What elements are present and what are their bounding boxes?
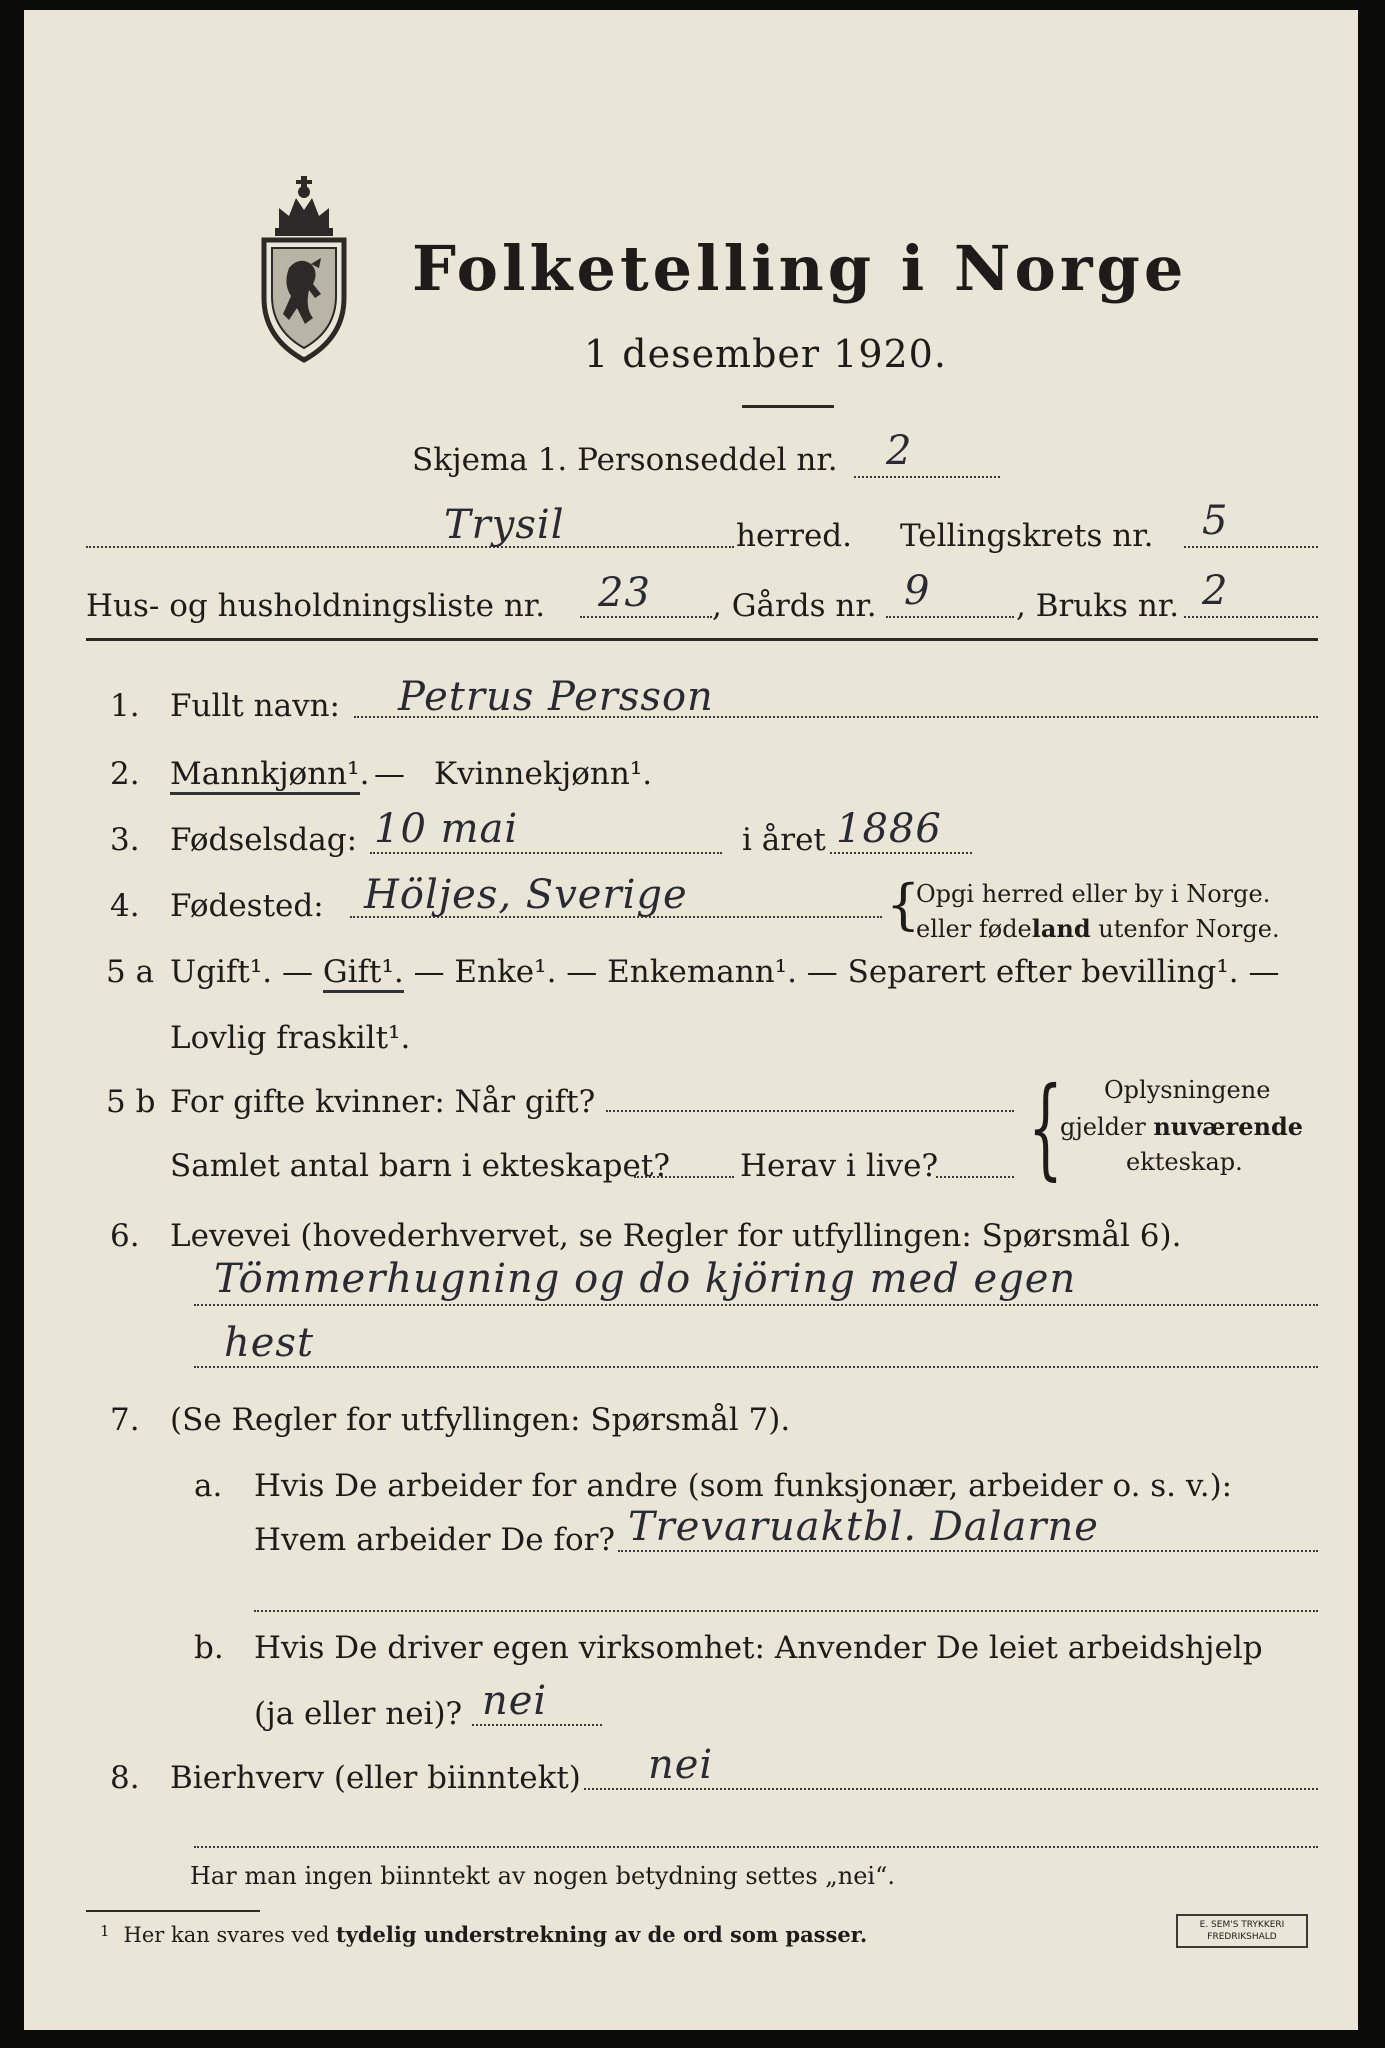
bruks-label: , Bruks nr. [1016, 588, 1180, 624]
hus-label: Hus- og husholdningsliste nr. [86, 588, 546, 624]
q7b-letter: b. [194, 1630, 224, 1666]
alive-field[interactable] [936, 1176, 1014, 1178]
q5a-number: 5 a [106, 954, 155, 990]
q5b-brace: { [1028, 1063, 1063, 1191]
female-option[interactable]: Kvinnekjønn¹. [434, 756, 653, 792]
hus-value: 23 [598, 570, 651, 616]
birthday-field[interactable] [370, 852, 722, 854]
children-label: Samlet antal barn i ekteskapet? [170, 1148, 670, 1184]
hus-field[interactable] [580, 616, 712, 618]
side-income-value: nei [648, 1742, 714, 1788]
employer-field-line2[interactable] [254, 1610, 1318, 1612]
q1-number: 1. [110, 688, 140, 724]
q7b-line1: Hvis De driver egen virksomhet: Anvender De leiet arbeidshjelp [254, 1630, 1263, 1666]
bruks-field[interactable] [1184, 616, 1318, 618]
q4-brace: { [886, 873, 921, 936]
q3-label: Fødselsdag: [170, 822, 358, 858]
q7-number: 7. [110, 1402, 140, 1438]
form-title: Folketelling i Norge [412, 232, 1188, 305]
q5b-number: 5 b [106, 1084, 156, 1120]
occupation-field-line1[interactable] [194, 1304, 1318, 1306]
footer-note: Har man ingen biinntekt av nogen betydning settes „nei“. [190, 1862, 895, 1890]
footnote-rule [86, 1910, 260, 1912]
footnote: $^1$ Her kan svares ved tydelig understrekning av de ord som passer. [100, 1922, 868, 1947]
when-married-label: For gifte kvinner: Når gift? [170, 1084, 596, 1120]
q7b-line2: (ja eller nei)? [254, 1696, 463, 1732]
male-option[interactable]: Mannkjønn¹. [170, 756, 370, 792]
birthday-value: 10 mai [374, 806, 519, 852]
unmarried-option[interactable]: Ugift¹. [170, 954, 273, 990]
occupation-value-line1: Tömmerhugning og do kjöring med egen [214, 1256, 1077, 1302]
q8-label: Bierhverv (eller biinntekt) [170, 1760, 581, 1796]
side-income-field-line2[interactable] [194, 1846, 1318, 1848]
tellingskrets-label: Tellingskrets nr. [900, 518, 1154, 554]
employer-field[interactable] [618, 1550, 1318, 1552]
full-name-value: Petrus Persson [398, 674, 714, 720]
divorced-option[interactable]: Lovlig fraskilt¹. [170, 1020, 411, 1056]
q5b-note1: Oplysningene [1104, 1076, 1271, 1104]
q2-number: 2. [110, 756, 140, 792]
q5b-note3: ekteskap. [1126, 1148, 1243, 1176]
birthplace-value: Höljes, Sverige [364, 872, 688, 918]
title-divider [742, 405, 834, 408]
q7a-line1: Hvis De arbeider for andre (som funksjonær, arbeider o. s. v.): [254, 1468, 1233, 1504]
gards-field[interactable] [886, 616, 1014, 618]
birth-year-field[interactable] [830, 852, 972, 854]
census-form [24, 10, 1358, 2030]
coat-of-arms-icon [249, 168, 359, 368]
schema-label: Skjema 1. Personseddel nr. [412, 442, 838, 478]
personseddel-value: 2 [886, 428, 913, 474]
herred-value: Trysil [444, 502, 565, 548]
hired-help-field[interactable] [472, 1724, 602, 1726]
q4-note-line1: Opgi herred eller by i Norge. [916, 880, 1271, 908]
personseddel-field[interactable] [854, 476, 1000, 478]
side-income-field[interactable] [584, 1788, 1318, 1790]
when-married-field[interactable] [606, 1110, 1014, 1112]
gards-label: , Gårds nr. [712, 588, 877, 624]
gender-separator: — [374, 756, 405, 792]
q7-label: (Se Regler for utfyllingen: Spørsmål 7). [170, 1402, 791, 1438]
hired-help-value: nei [482, 1678, 548, 1724]
printer-stamp [1176, 1914, 1308, 1948]
q6-number: 6. [110, 1218, 140, 1254]
census-date: 1 desember 1920. [584, 332, 947, 376]
q4-note-line2: eller fødeland utenfor Norge. [916, 914, 1280, 943]
occupation-field-line2[interactable] [194, 1366, 1318, 1368]
q8-number: 8. [110, 1760, 140, 1796]
employer-value: Trevaruaktbl. Dalarne [628, 1504, 1099, 1550]
q5b-note2: gjelder nuværende [1060, 1112, 1304, 1141]
q6-label: Levevei (hovederhvervet, se Regler for utfyllingen: Spørsmål 6). [170, 1218, 1182, 1254]
alive-label: Herav i live? [740, 1148, 939, 1184]
occupation-value-line2: hest [224, 1320, 315, 1366]
herred-field[interactable] [86, 546, 734, 548]
male-underline [170, 792, 360, 795]
q7a-line2: Hvem arbeider De for? [254, 1522, 616, 1558]
printer-line1: E. SEM'S TRYKKERI [1199, 1920, 1285, 1930]
tellingskrets-field[interactable] [1184, 546, 1318, 548]
q5a-line1: Ugift¹. — Gift¹. — Enke¹. — Enkemann¹. — Separert efter bevilling¹. — [170, 954, 1279, 990]
children-field[interactable] [634, 1176, 734, 1178]
year-label: i året [742, 822, 826, 858]
q4-label: Fødested: [170, 888, 324, 924]
q3-number: 3. [110, 822, 140, 858]
q1-label: Fullt navn: [170, 688, 340, 724]
married-option[interactable]: Gift¹. [323, 954, 404, 993]
q4-number: 4. [110, 888, 140, 924]
printer-line2: FREDRIKSHALD [1207, 1932, 1277, 1942]
herred-label: herred. [736, 518, 852, 554]
tellingskrets-value: 5 [1202, 498, 1229, 544]
bruks-value: 2 [1202, 568, 1229, 614]
header-rule [86, 638, 1318, 641]
birth-year-value: 1886 [836, 806, 942, 852]
q7a-letter: a. [194, 1468, 223, 1504]
gards-value: 9 [904, 568, 931, 614]
